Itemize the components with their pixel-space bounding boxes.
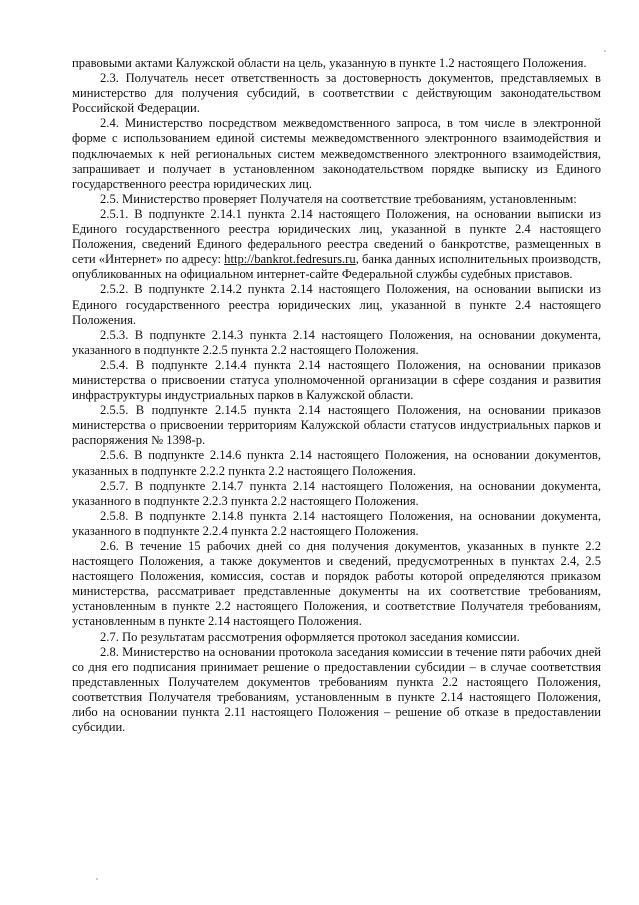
paragraph-2-6: 2.6. В течение 15 рабочих дней со дня получения документов, указанных в пункте 2.2 настоящего Положения, а также документов и сведений, предусмотренных в пунктах 2.4, 2.5 настоящего Положения, комиссия, состав и порядок работы которой определяются приказом министерства, рассматривает представленные документы на их соответствие требованиям, установленным в пункте 2.2 настоящего Положения, и соответствие Получателя требованиям, установленным в пункте 2.14 настоящего Положения. [72, 539, 601, 629]
paragraph-2-5-7: 2.5.7. В подпункте 2.14.7 пункта 2.14 настоящего Положения, на основании документа, указанного в подпункте 2.2.3 пункта 2.2 настоящего Положения. [72, 478, 601, 508]
scan-speck [96, 878, 98, 880]
paragraph-2-5-1-text-before: 2.5.1. В подпункте 2.14.1 пункта 2.14 настоящего Положения, на основании выписки из Единого государственного реестра юридических лиц, указанной в пункте 2.4 настоящего Положения, сведений Единого федерального реестра сведений о банкротстве, размещенных в сети «Интернет» по адресу: [72, 206, 601, 267]
paragraph-2-5-1-text-after: , банка данных исполнительных производств, опубликованных на официальном интернет-сайте Федеральной службы судебных приставов. [72, 252, 601, 282]
bankrot-link[interactable]: http://bankrot.fedresurs.ru [224, 252, 356, 267]
paragraph-2-5-2: 2.5.2. В подпункте 2.14.2 пункта 2.14 настоящего Положения, на основании выписки из Единого государственного реестра юридических лиц, указанной в пункте 2.4 настоящего Положения. [72, 282, 601, 327]
paragraph-2-5-3: 2.5.3. В подпункте 2.14.3 пункта 2.14 настоящего Положения, на основании документа, указанного в подпункте 2.2.5 пункта 2.2 настоящего Положения. [72, 327, 601, 357]
scan-speck [604, 50, 606, 52]
paragraph-2-4: 2.4. Министерство посредством межведомственного запроса, в том числе в электронной форме с использованием единой системы межведомственного электронного взаимодействия и подключаемых к ней региональных систем межведомственного электронного взаимодействия, запрашивает и получает в установленном законодательством порядке выписку из Единого государственного реестра юридических лиц. [72, 116, 601, 191]
paragraph-2-5: 2.5. Министерство проверяет Получателя на соответствие требованиям, установленным: [100, 191, 577, 206]
paragraph-2-5-8: 2.5.8. В подпункте 2.14.8 пункта 2.14 настоящего Положения, на основании документа, указанного в подпункте 2.2.4 пункта 2.2 настоящего Положения. [72, 508, 601, 538]
paragraph-2-5-5: 2.5.5. В подпункте 2.14.5 пункта 2.14 настоящего Положения, на основании приказов министерства о присвоении территориям Калужской области статусов индустриальных парков и распоряжения № 1398-р. [72, 403, 601, 448]
paragraph-intro: правовыми актами Калужской области на цель, указанную в пункте 1.2 настоящего Положения. [72, 56, 587, 70]
paragraph-2-8: 2.8. Министерство на основании протокола заседания комиссии в течение пяти рабочих дней со дня его подписания принимает решение о предоставлении субсидии – в случае соответствия представленных Получателем документов требованиям пункта 2.2 настоящего Положения, соответствия Получателя требованиям, установленным в пункте 2.14 настоящего Положения, либо на основании пункта 2.11 настоящего Положения – решение об отказе в предоставлении субсидии. [72, 644, 601, 735]
paragraph-2-5-4: 2.5.4. В подпункте 2.14.4 пункта 2.14 настоящего Положения, на основании приказов министерства о присвоении статуса уполномоченной организации в сфере создания и развития инфраструктуры индустриальных парков в Калужской области. [72, 357, 601, 403]
paragraph-2-5-1 [72, 207, 601, 282]
paragraph-2-3: 2.3. Получатель несет ответственность за достоверность документов, представляемых в министерство для получения субсидий, в соответствии с действующим законодательством Российской Федерации. [72, 71, 601, 116]
paragraph-2-7: 2.7. По результатам рассмотрения оформляется протокол заседания комиссии. [100, 629, 520, 644]
paragraph-2-5-6: 2.5.6. В подпункте 2.14.6 пункта 2.14 настоящего Положения, на основании документов, указанных в подпункте 2.2.2 пункта 2.2 настоящего Положения. [72, 448, 601, 478]
